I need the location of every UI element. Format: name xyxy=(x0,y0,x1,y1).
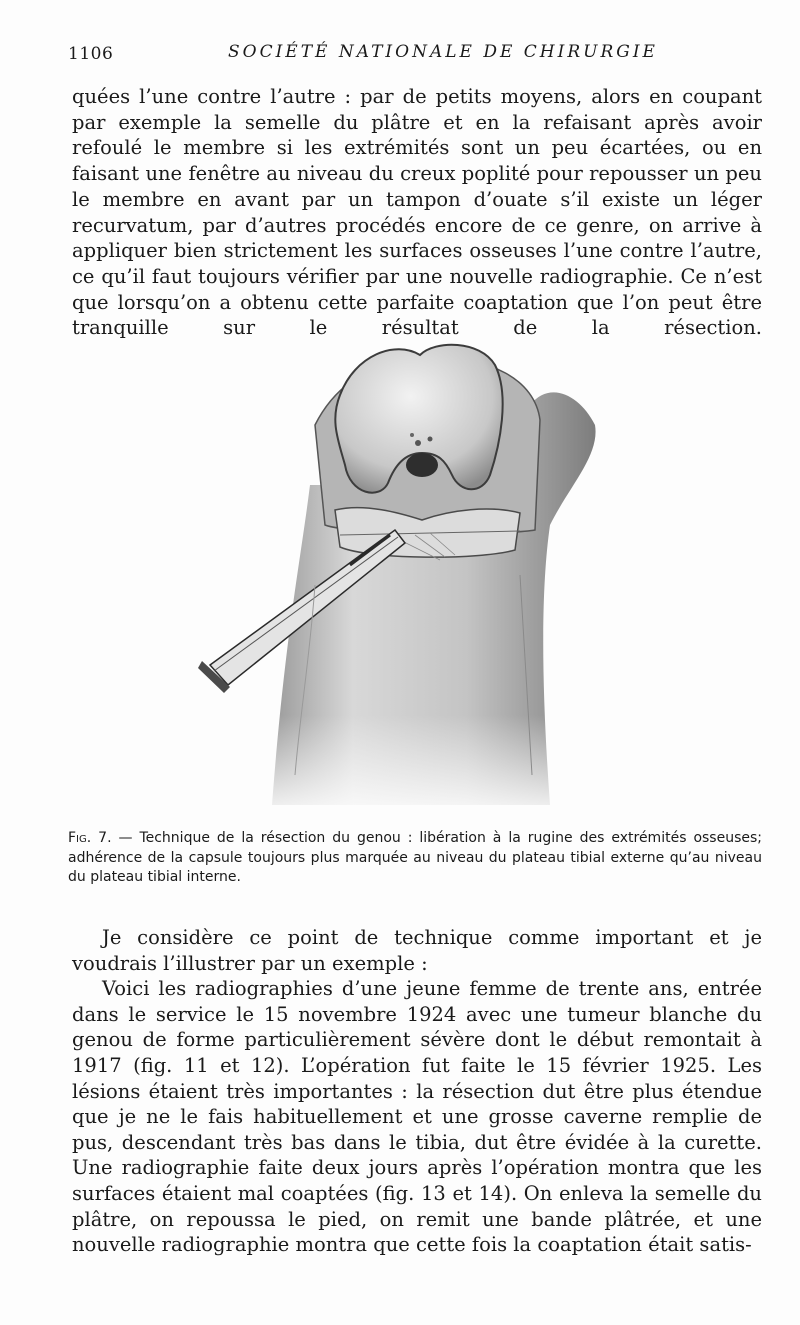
surgical-drawing xyxy=(190,335,640,805)
page-header xyxy=(68,40,760,70)
figure-caption xyxy=(68,829,762,888)
body-paragraph-2: Voici les radiographies d’une jeune femme de trente ans, entrée dans le service le 15 novembre 1924 avec une tumeur blanche du genou de forme particulièrement sévère dont le début remontait à 1917 (fig. 11 et 12). L’opération fut faite le 15 février 1925. Les lésions étaient très importantes : la résection dut être plus étendue que je ne le fais habituellement et une grosse caverne remplie de pus, descendant très bas dans le tibia, dut être évidée à la curette. Une radiographie faite deux jours après l’opération montra que les surfaces étaient mal coaptées (fig. 13 et 14). On enleva la semelle du plâtre, on repoussa le pied, on remit une bande plâtrée, et une nouvelle radiographie montra que cette fois la coaptation était satis- xyxy=(72,977,762,1257)
leg-fade xyxy=(272,715,550,805)
page-number: 1106 xyxy=(68,44,114,64)
body-paragraph-1: Je considère ce point de technique comme important et je voudrais l’illustrer par un exemple : xyxy=(72,926,762,975)
knee-resection-illustration xyxy=(190,335,640,805)
intercondylar-notch xyxy=(406,453,438,477)
running-head: SOCIÉTÉ NATIONALE DE CHIRURGIE xyxy=(228,42,658,62)
figure-caption-text: — Technique de la résection du genou : libération à la rugine des extrémités osseuses; adhérence de la capsule toujours plus marquée au niveau du plateau tibial externe qu’au niveau du plateau tibial interne. xyxy=(68,830,762,885)
top-paragraph: quées l’une contre l’autre : par de petits moyens, alors en coupant par exemple la semelle du plâtre et en la refaisant après avoir refoulé le membre si les extrémités sont un peu écartées, ou en faisant une fenêtre au niveau du creux poplité pour repousser un peu le membre en avant par un tampon d’ouate s’il existe un léger recurvatum, par d’autres procédés encore de ce genre, on arrive à appliquer bien strictement les surfaces osseuses l’une contre l’autre, ce qu’il faut toujours vérifier par une nouvelle radiographie. Ce n’est que lorsqu’on a obtenu cette parfaite coaptation que l’on peut être tranquille sur le résultat de la résection. xyxy=(72,85,762,340)
figure-label: Fig. 7. xyxy=(68,830,112,846)
body-text xyxy=(72,925,762,1258)
